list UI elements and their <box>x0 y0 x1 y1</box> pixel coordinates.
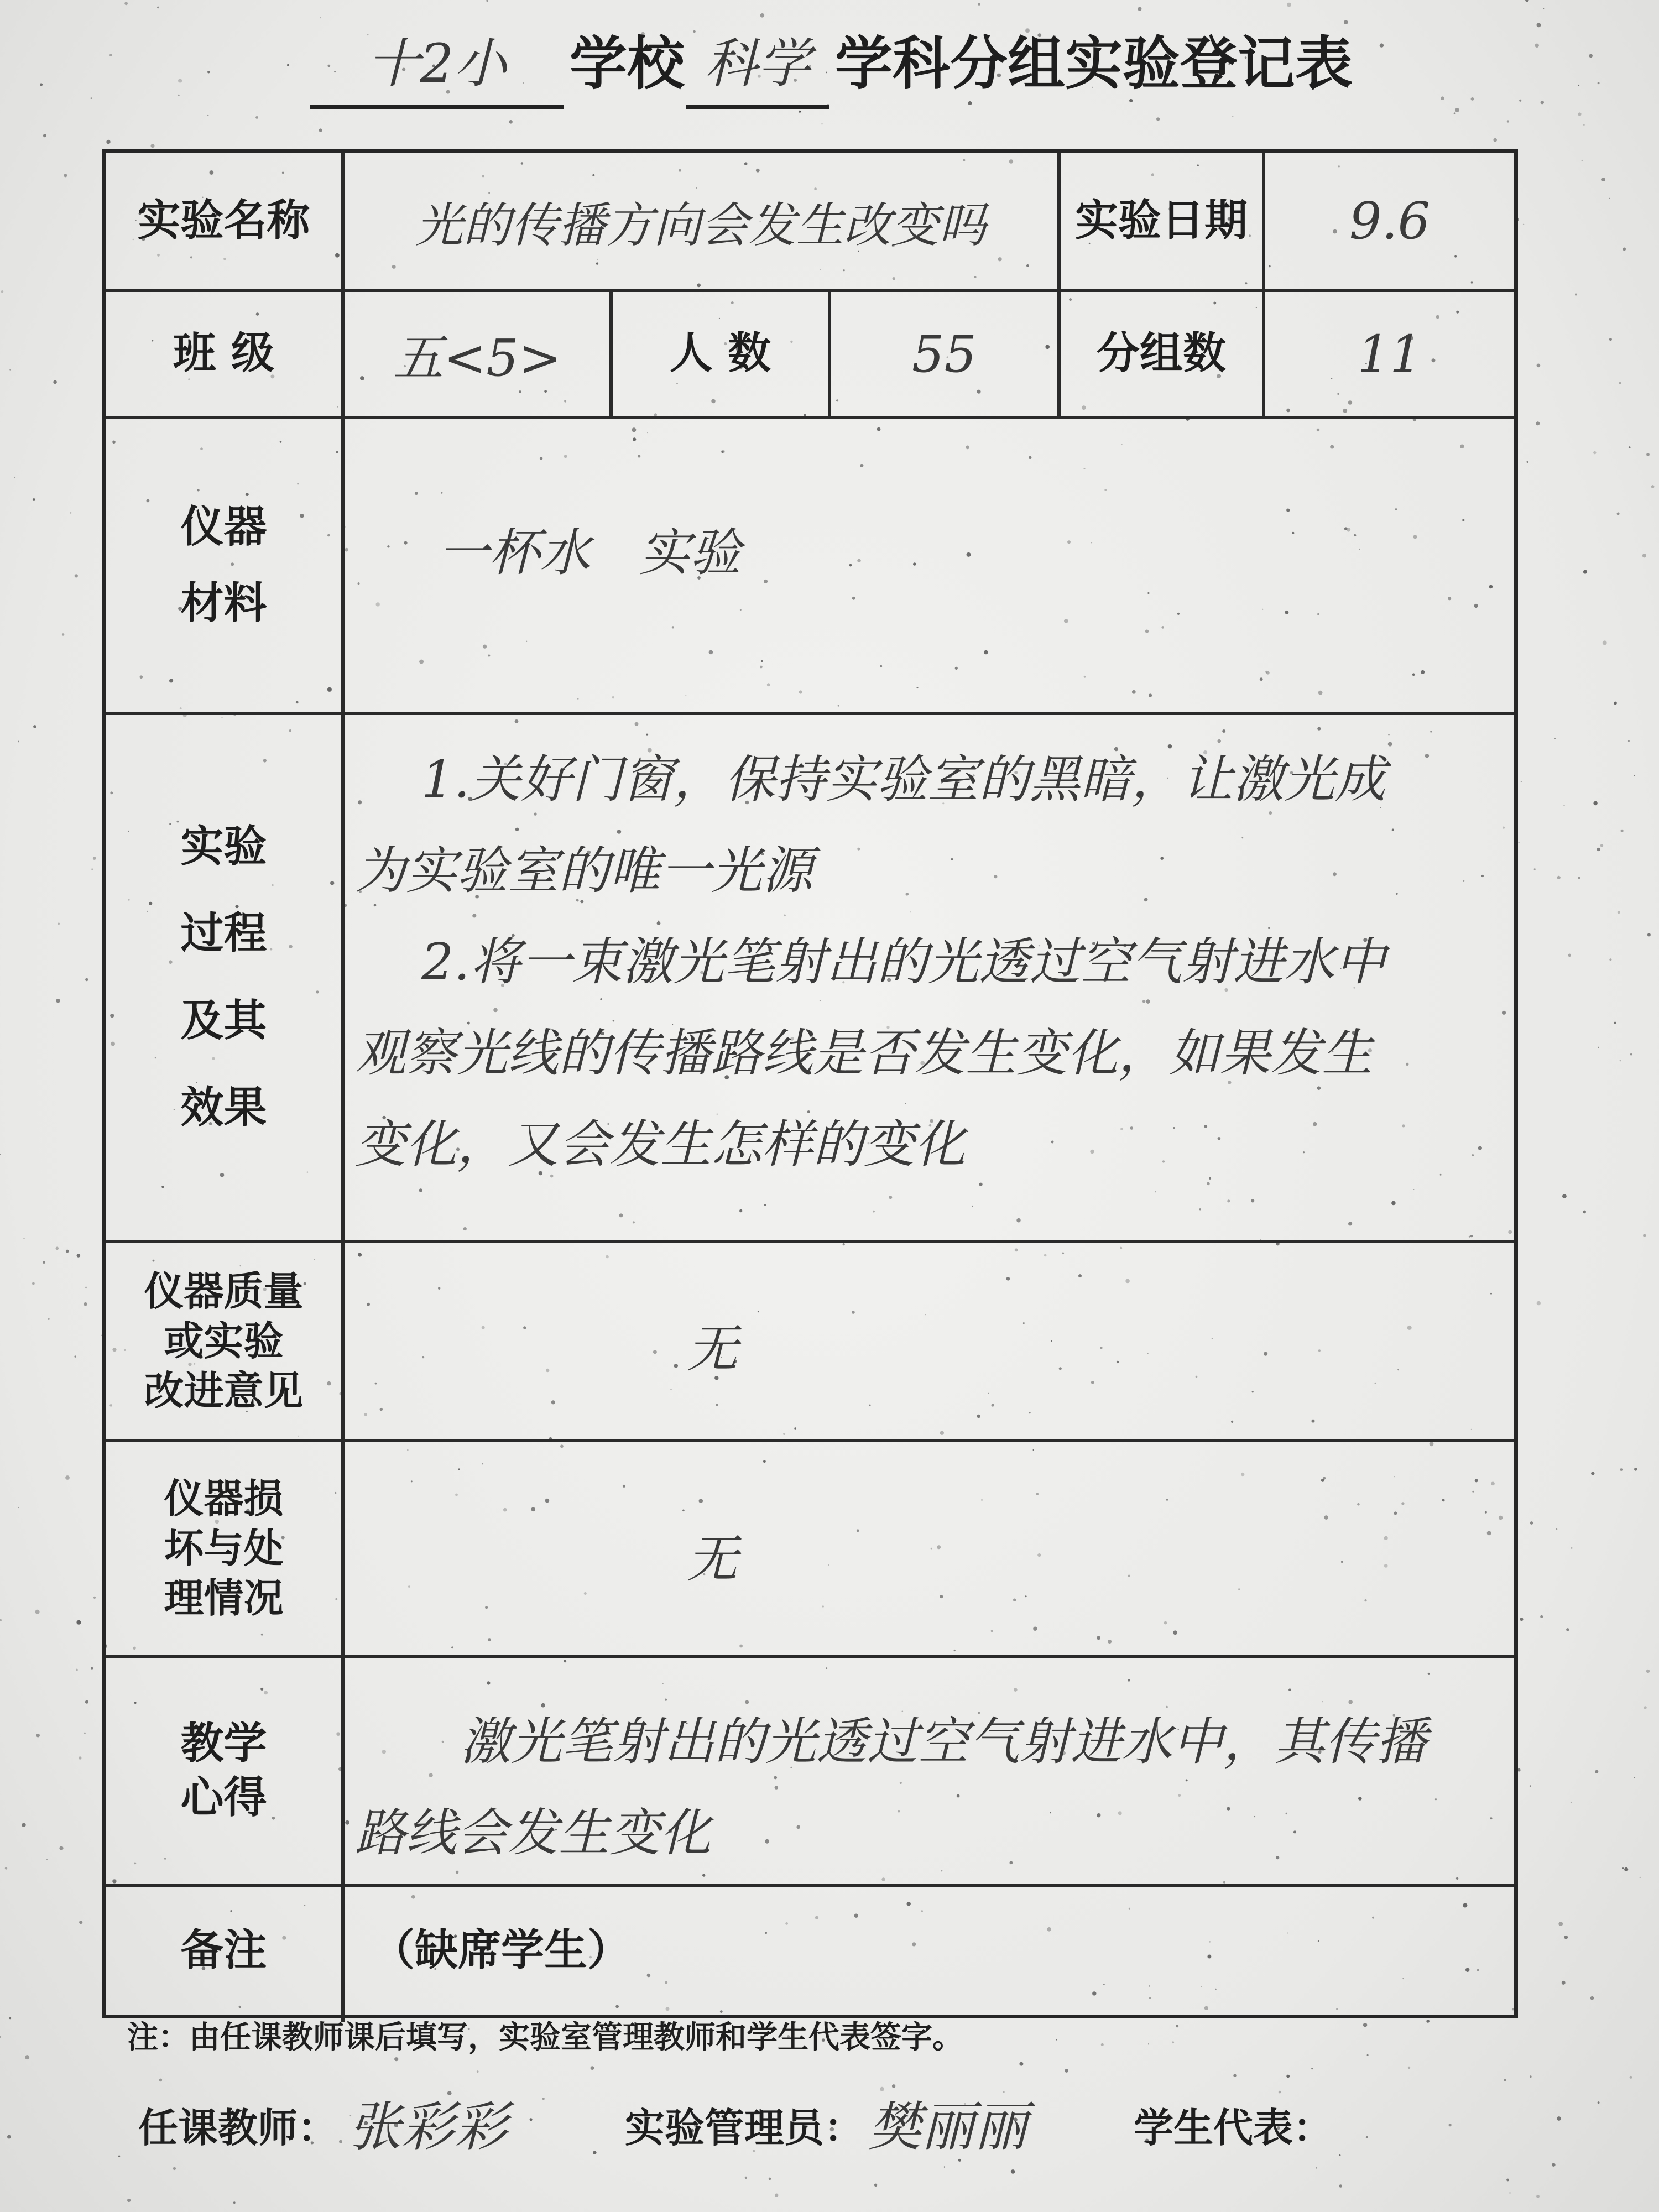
speckle-dot <box>1534 868 1536 870</box>
speckle-dot <box>62 633 64 635</box>
speckle-dot <box>1566 1628 1569 1631</box>
speckle-dot <box>18 741 19 743</box>
speckle-dot <box>1011 2169 1015 2174</box>
speckle-dot <box>1537 1301 1541 1305</box>
speckle-dot <box>1540 1615 1543 1618</box>
speckle-dot <box>1618 911 1620 914</box>
speckle-dot <box>1598 82 1600 84</box>
speckle-dot <box>1589 54 1593 58</box>
speckle-dot <box>1506 2179 1509 2182</box>
speckle-dot <box>978 3 980 6</box>
speckle-dot <box>1562 1981 1566 1985</box>
value-reflection <box>355 1696 1511 1879</box>
speckle-dot <box>1583 1211 1586 1214</box>
speckle-dot <box>1454 112 1456 114</box>
speckle-dot <box>1646 453 1650 456</box>
speckle-dot <box>1172 2041 1174 2043</box>
speckle-dot <box>1591 1472 1594 1475</box>
speckle-dot <box>1148 2043 1149 2044</box>
speckle-dot <box>1571 1802 1572 1803</box>
speckle-dot <box>93 857 96 860</box>
speckle-dot <box>1525 0 1528 2</box>
speckle-dot <box>58 923 60 925</box>
speckle-dot <box>1019 2062 1023 2066</box>
speckle-dot <box>1543 8 1544 9</box>
label-reflection-line: 教学 <box>180 1719 267 1768</box>
process-line: 为实验室的唯一光源 <box>355 841 813 900</box>
speckle-dot <box>9 369 11 370</box>
speckle-dot <box>821 123 822 124</box>
speckle-dot <box>1619 382 1621 384</box>
speckle-dot <box>65 1475 70 1480</box>
speckle-dot <box>14 477 15 478</box>
speckle-dot <box>1232 116 1233 117</box>
speckle-dot <box>79 1921 82 1924</box>
speckle-dot <box>1316 2167 1317 2169</box>
speckle-dot <box>1471 97 1474 101</box>
speckle-dot <box>25 2055 29 2059</box>
speckle-dot <box>1628 740 1630 742</box>
speckle-dot <box>769 2178 771 2180</box>
speckle-dot <box>1614 702 1617 705</box>
speckle-dot <box>287 64 289 66</box>
speckle-dot <box>1557 2116 1561 2121</box>
speckle-dot <box>944 2166 945 2167</box>
value-equipment: 一杯水 实验 <box>438 523 741 582</box>
speckle-dot <box>1537 364 1541 368</box>
label-equipment-line: 材料 <box>180 578 267 628</box>
speckle-dot <box>1233 2074 1236 2077</box>
speckle-dot <box>1614 1022 1616 1024</box>
process-line: 观察光线的传播路线是否发生变化，如果发生 <box>355 1024 1373 1083</box>
speckle-dot <box>591 2066 594 2070</box>
speckle-dot <box>1578 85 1579 86</box>
speckle-dot <box>760 13 765 18</box>
speckle-dot <box>76 1669 78 1671</box>
label-process-line: 效果 <box>180 1083 267 1133</box>
speckle-dot <box>1156 117 1160 121</box>
label-experiment-name: 实验名称 <box>137 195 310 246</box>
speckle-dot <box>207 71 210 73</box>
speckle-dot <box>1646 1670 1650 1673</box>
speckle-dot <box>1590 1996 1594 2000</box>
speckle-dot <box>1634 775 1635 776</box>
speckle-dot <box>1176 2025 1178 2027</box>
speckle-dot <box>22 1823 25 1827</box>
speckle-dot <box>745 2177 747 2179</box>
speckle-dot <box>775 2194 778 2197</box>
speckle-dot <box>124 2 128 5</box>
speckle-dot <box>91 1667 93 1670</box>
process-line: 1.关好门窗，保持实验室的黑暗，让激光成 <box>421 750 1386 809</box>
speckle-dot <box>1101 2043 1104 2046</box>
experiment-form-table <box>102 149 1518 2018</box>
form-title <box>310 22 1360 111</box>
label-process-line: 实验 <box>180 821 267 872</box>
speckle-dot <box>477 2070 479 2073</box>
speckle-dot <box>1624 1867 1628 1871</box>
speckle-dot <box>1634 1468 1637 1471</box>
speckle-dot <box>1609 338 1612 341</box>
speckle-dot <box>1578 877 1580 880</box>
speckle-dot <box>1598 2101 1600 2104</box>
speckle-dot <box>0 1154 1 1155</box>
speckle-dot <box>24 1238 25 1239</box>
speckle-dot <box>1601 178 1605 181</box>
title-text-form: 学科分组实验登记表 <box>835 30 1353 97</box>
speckle-dot <box>1311 2068 1313 2070</box>
speckle-dot <box>509 120 513 124</box>
speckle-dot <box>1441 96 1444 100</box>
signature-row <box>138 2079 1521 2162</box>
speckle-dot <box>64 174 67 177</box>
speckle-dot <box>1582 160 1583 161</box>
value-process <box>355 734 1511 1190</box>
label-remarks: 备注 <box>180 1926 267 1976</box>
value-group-count: 11 <box>1357 324 1422 384</box>
speckle-dot <box>233 2201 236 2204</box>
speckle-dot <box>1643 1234 1646 1237</box>
speckle-dot <box>799 111 801 113</box>
speckle-dot <box>1519 100 1521 102</box>
school-name: 十2小 <box>310 22 564 109</box>
speckle-dot <box>1530 1785 1531 1787</box>
speckle-dot <box>127 2199 131 2202</box>
speckle-dot <box>48 1318 49 1320</box>
speckle-dot <box>1536 421 1540 425</box>
label-reflection <box>106 1658 341 1884</box>
value-experiment-name: 光的传播方向会发生改变吗 <box>415 197 987 253</box>
speckle-dot <box>1536 2195 1540 2198</box>
speckle-dot <box>1651 485 1655 488</box>
value-experiment-date: 9.6 <box>1349 191 1431 251</box>
column-divider <box>341 153 345 2022</box>
speckle-dot <box>1575 294 1577 296</box>
label-reflection-line: 心得 <box>180 1772 267 1823</box>
label-people-count: 人 数 <box>669 328 771 379</box>
speckle-dot <box>1640 1877 1641 1878</box>
speckle-dot <box>157 7 159 9</box>
speckle-dot <box>178 79 182 82</box>
speckle-dot <box>1571 1547 1573 1549</box>
speckle-dot <box>1552 2163 1555 2167</box>
speckle-dot <box>319 128 322 132</box>
speckle-dot <box>1583 124 1584 126</box>
speckle-dot <box>1530 2075 1532 2078</box>
speckle-dot <box>1621 830 1624 832</box>
speckle-dot <box>76 1620 81 1625</box>
speckle-dot <box>91 97 92 99</box>
teacher-signature: 张彩彩 <box>348 2096 508 2158</box>
speckle-dot <box>320 17 321 18</box>
speckle-dot <box>1644 1706 1646 1709</box>
speckle-dot <box>59 1846 63 1850</box>
speckle-dot <box>70 512 71 514</box>
speckle-dot <box>1521 781 1522 782</box>
speckle-dot <box>1642 554 1646 557</box>
label-quality <box>106 1243 341 1439</box>
speckle-dot <box>1603 640 1607 645</box>
speckle-dot <box>77 1254 81 1258</box>
speckle-dot <box>1583 570 1587 574</box>
speckle-dot <box>1600 844 1603 847</box>
label-quality-line: 仪器质量 <box>144 1268 304 1314</box>
speckle-dot <box>36 1734 40 1738</box>
speckle-dot <box>486 0 488 2</box>
subject-name: 科学 <box>686 22 830 109</box>
speckle-dot <box>394 2057 398 2061</box>
speckle-dot <box>1530 1521 1533 1525</box>
speckle-dot <box>85 978 88 981</box>
speckle-dot <box>1509 2192 1510 2193</box>
speckle-dot <box>32 1282 35 1285</box>
label-equipment <box>106 419 341 712</box>
speckle-dot <box>1634 1777 1635 1778</box>
speckle-dot <box>207 115 208 116</box>
speckle-dot <box>1455 108 1459 112</box>
speckle-dot <box>56 999 60 1003</box>
student-label: 学生代表： <box>1134 2105 1333 2151</box>
speckle-dot <box>91 869 92 870</box>
speckle-dot <box>1541 101 1544 104</box>
speckle-dot <box>118 2156 120 2157</box>
speckle-dot <box>1363 2023 1367 2027</box>
speckle-dot <box>40 83 43 86</box>
speckle-dot <box>1287 3 1291 7</box>
speckle-dot <box>1620 1060 1621 1061</box>
speckle-dot <box>1507 120 1509 122</box>
speckle-dot <box>1138 7 1141 11</box>
speckle-dot <box>43 134 46 137</box>
speckle-dot <box>33 725 36 728</box>
speckle-dot <box>1617 513 1620 515</box>
speckle-dot <box>1527 461 1529 463</box>
speckle-dot <box>9 2017 12 2020</box>
speckle-dot <box>1554 738 1556 739</box>
speckle-dot <box>1564 805 1565 806</box>
speckle-dot <box>79 1756 81 1759</box>
speckle-dot <box>43 1261 45 1264</box>
label-experiment-date: 实验日期 <box>1074 195 1248 246</box>
speckle-dot <box>1339 2184 1342 2188</box>
speckle-dot <box>1568 954 1571 957</box>
speckle-dot <box>1593 451 1596 454</box>
speckle-dot <box>874 2184 877 2187</box>
speckle-dot <box>1623 248 1626 251</box>
speckle-dot <box>1609 958 1611 961</box>
speckle-dot <box>1593 801 1597 805</box>
value-damage: 无 <box>687 1530 738 1589</box>
label-process-line: 过程 <box>180 909 267 958</box>
label-process <box>106 715 341 1240</box>
speckle-dot <box>93 1597 96 1599</box>
speckle-dot <box>1620 1468 1623 1471</box>
speckle-dot <box>74 1355 76 1357</box>
speckle-dot <box>255 116 258 119</box>
speckle-dot <box>85 1287 87 1289</box>
speckle-dot <box>1556 1528 1557 1530</box>
speckle-dot <box>1622 1867 1624 1869</box>
speckle-dot <box>1286 2075 1290 2078</box>
speckle-dot <box>151 144 155 148</box>
speckle-dot <box>106 140 110 144</box>
speckle-dot <box>1056 2039 1057 2040</box>
speckle-dot <box>1535 44 1539 48</box>
speckle-dot <box>66 1250 69 1253</box>
label-damage-line: 仪器损 <box>164 1475 284 1522</box>
speckle-dot <box>75 574 78 577</box>
speckle-dot <box>84 1733 86 1734</box>
speckle-dot <box>35 1610 40 1614</box>
admin-label: 实验管理员： <box>625 2105 864 2151</box>
value-remarks: （缺席学生） <box>372 1926 631 1976</box>
value-quality: 无 <box>687 1319 738 1379</box>
label-class: 班 级 <box>173 328 275 379</box>
label-quality-line: 改进意见 <box>144 1368 304 1414</box>
footer-note: 注：由任课教师课后填写，实验室管理教师和学生代表签字。 <box>127 2020 963 2056</box>
label-damage-line: 坏与处 <box>164 1525 284 1572</box>
speckle-dot <box>7 2135 11 2139</box>
speckle-dot <box>1426 2020 1430 2023</box>
label-quality-line: 或实验 <box>164 1318 284 1364</box>
speckle-dot <box>1520 1618 1524 1621</box>
speckle-dot <box>1647 933 1651 936</box>
speckle-dot <box>1367 2054 1369 2056</box>
reflection-line: 激光笔射出的光透过空气射进水中，其传播 <box>460 1712 1427 1771</box>
speckle-dot <box>173 2167 176 2170</box>
speckle-dot <box>85 1700 88 1704</box>
speckle-dot <box>1630 1053 1632 1056</box>
speckle-dot <box>109 54 112 57</box>
speckle-dot <box>84 1302 87 1306</box>
speckle-dot <box>1597 848 1600 851</box>
label-damage-line: 理情况 <box>164 1575 284 1621</box>
speckle-dot <box>1519 842 1520 843</box>
speckle-dot <box>1523 224 1524 225</box>
label-equipment-line: 仪器 <box>180 502 267 552</box>
speckle-dot <box>1380 43 1384 47</box>
speckle-dot <box>1630 2076 1632 2079</box>
speckle-dot <box>1558 1922 1563 1926</box>
speckle-dot <box>1 290 3 293</box>
speckle-dot <box>5 1867 7 1869</box>
speckle-dot <box>1629 446 1631 448</box>
speckle-dot <box>1408 2067 1410 2069</box>
teacher-label: 任课教师： <box>138 2105 338 2151</box>
process-line: 2.将一束激光笔射出的光透过空气射进水中 <box>421 932 1386 992</box>
speckle-dot <box>46 1859 48 1860</box>
speckle-dot <box>1598 1047 1599 1048</box>
title-text-school: 学校 <box>570 30 685 97</box>
speckle-dot <box>33 498 35 501</box>
value-people-count: 55 <box>911 324 977 384</box>
speckle-dot <box>1493 138 1497 142</box>
speckle-dot <box>1537 23 1541 28</box>
process-line: 变化，又会发生怎样的变化 <box>355 1115 966 1174</box>
speckle-dot <box>1065 2069 1068 2073</box>
speckle-dot <box>56 1247 59 1250</box>
reflection-line: 路线会发生变化 <box>355 1803 712 1863</box>
speckle-dot <box>1562 1194 1567 1198</box>
speckle-dot <box>53 380 57 384</box>
speckle-dot <box>1557 876 1561 879</box>
speckle-dot <box>1595 1770 1598 1773</box>
speckle-dot <box>0 2036 1 2038</box>
value-class: 五<5> <box>393 328 561 388</box>
speckle-dot <box>1578 112 1581 116</box>
speckle-dot <box>0 1619 2 1621</box>
label-process-line: 及其 <box>180 995 267 1046</box>
speckle-dot <box>18 1507 19 1508</box>
speckle-dot <box>1609 198 1610 199</box>
label-group-count: 分组数 <box>1096 328 1226 379</box>
label-damage <box>106 1442 341 1655</box>
speckle-dot <box>178 95 180 96</box>
admin-signature: 樊丽丽 <box>868 2096 1027 2158</box>
speckle-dot <box>1564 1936 1568 1939</box>
